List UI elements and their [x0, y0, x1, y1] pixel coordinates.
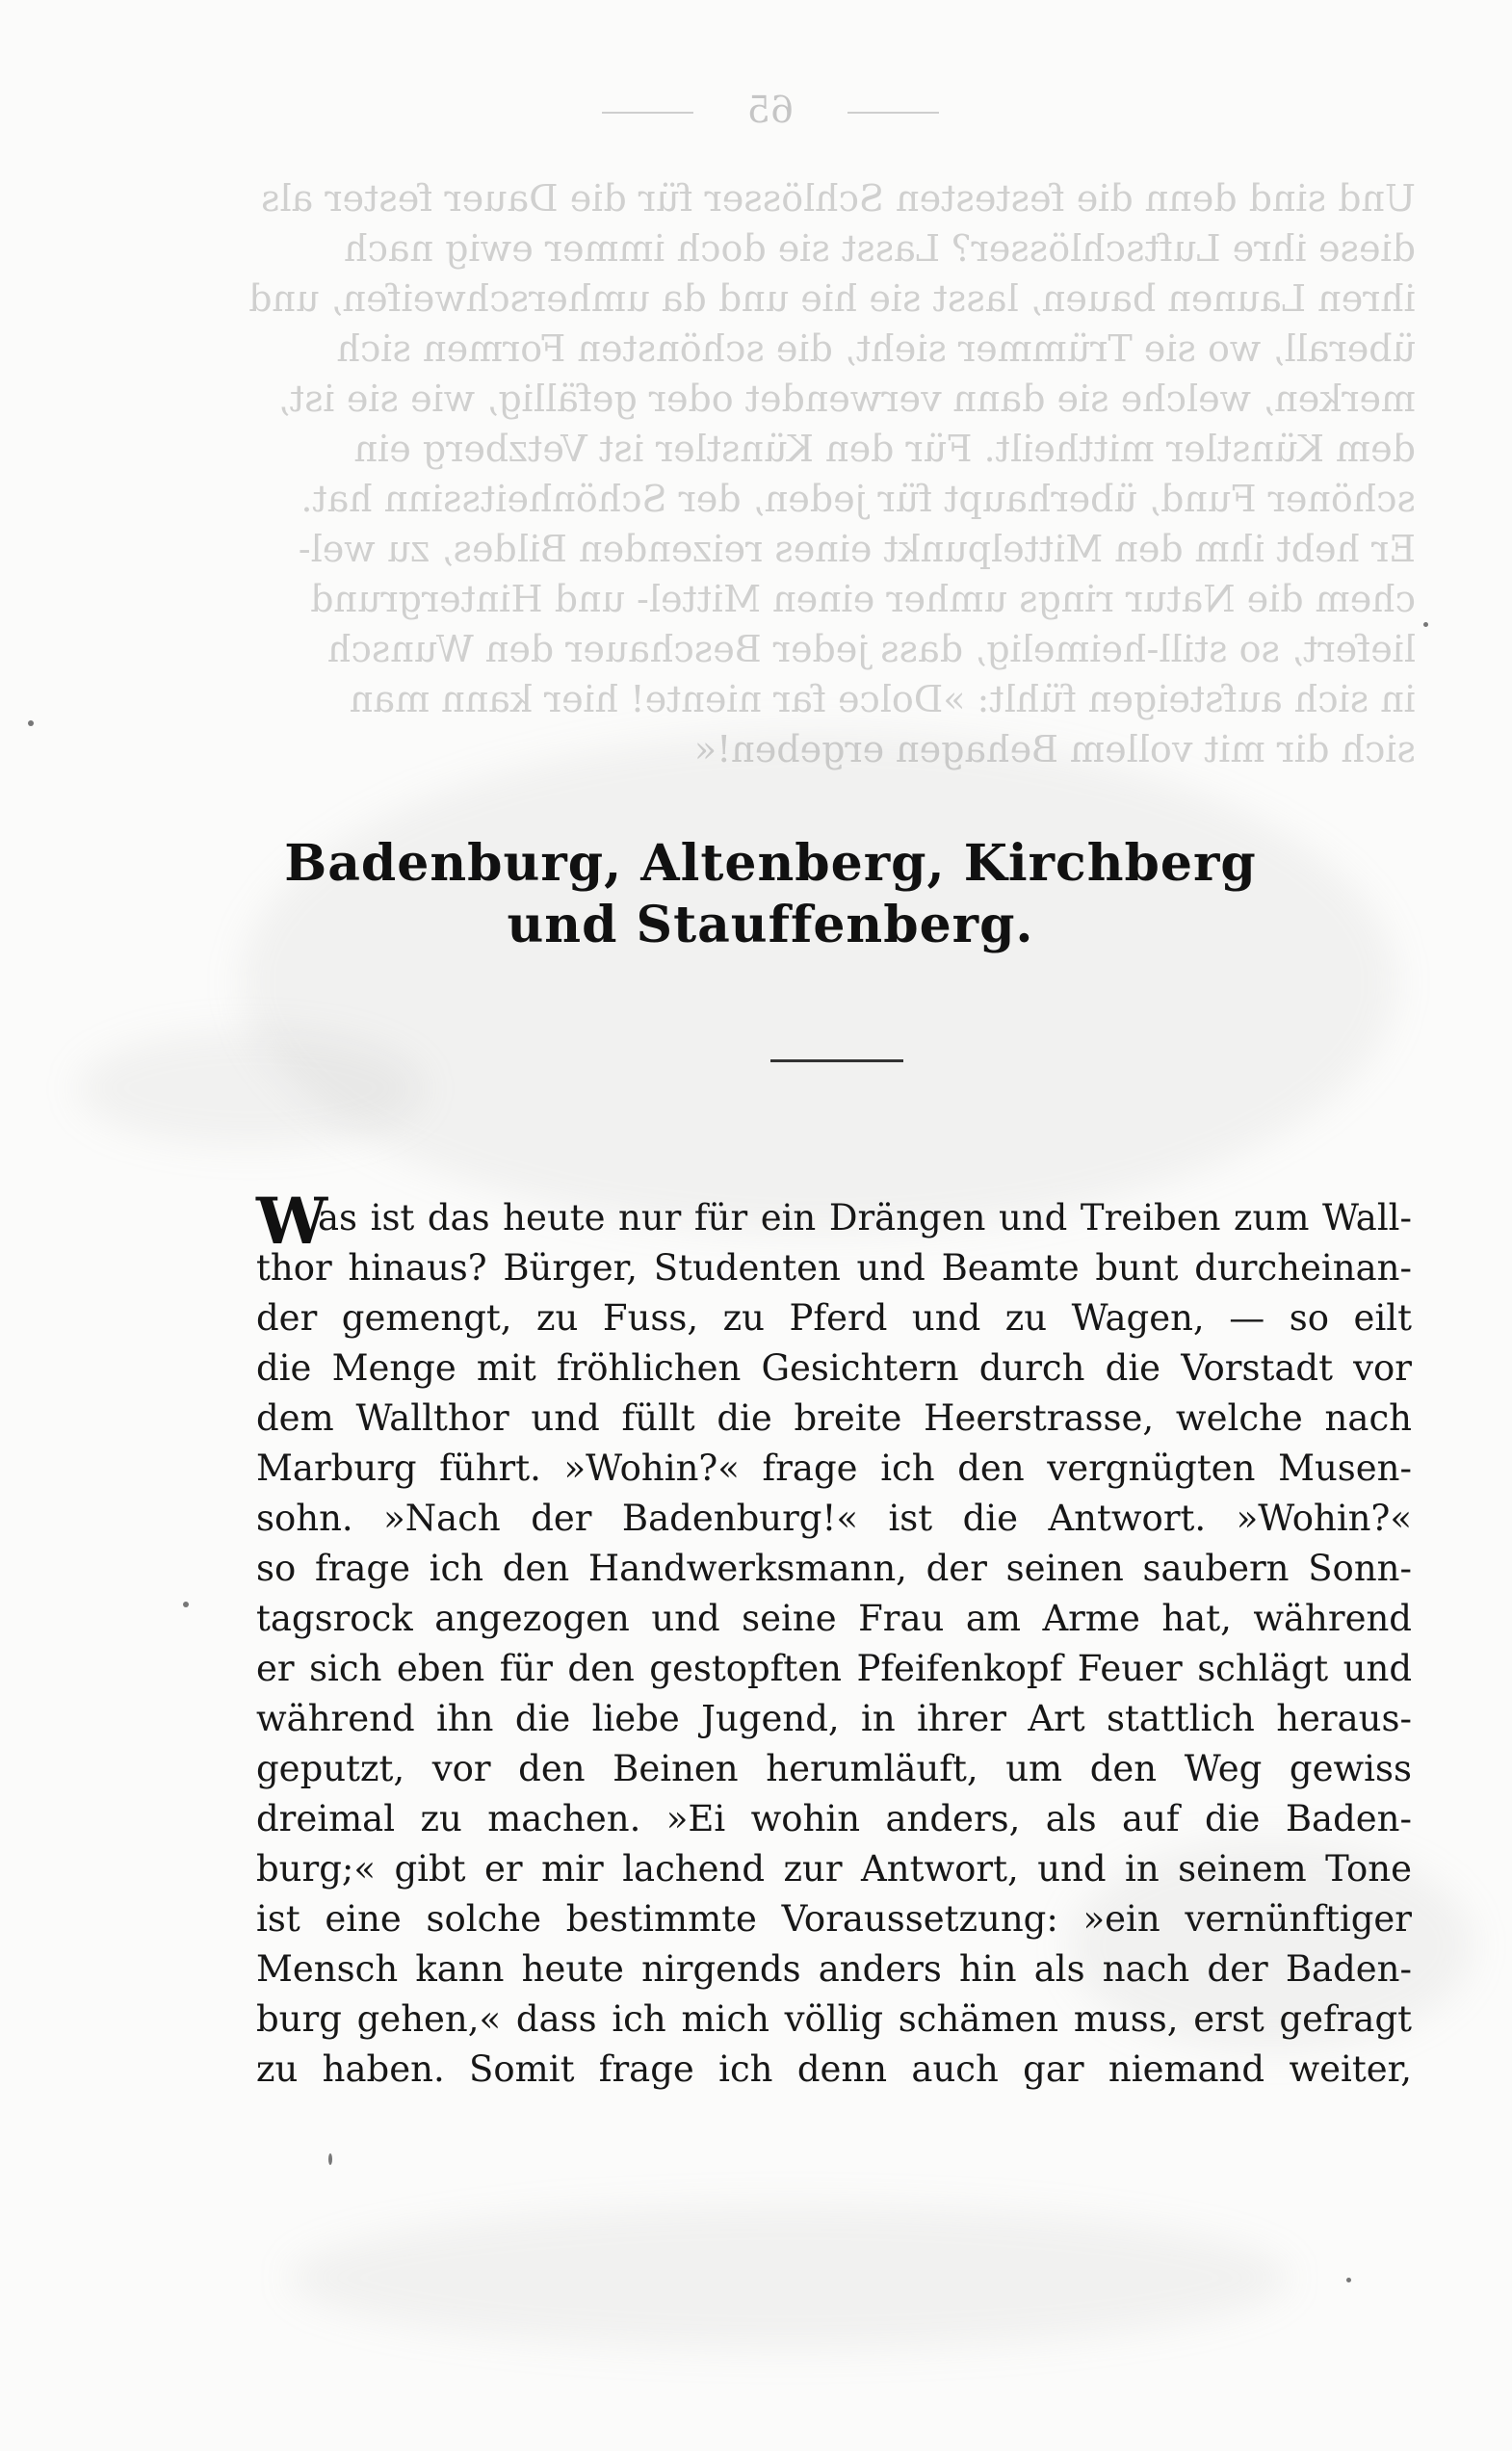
paragraph-line-6: Marburg führt. »Wohin?« frage ich den vergnügten Musen-: [256, 1447, 1412, 1489]
paragraph-line-5: dem Wallthor und füllt die breite Heerstrasse, welche nach: [256, 1397, 1412, 1439]
paragraph-line-17: burg gehen,« dass ich mich völlig schämen muss, erst gefragt: [256, 1998, 1412, 2040]
chapter-heading: [193, 833, 1348, 956]
paragraph-line-14: burg;« gibt er mir lachend zur Antwort, und in seinem Tone: [256, 1848, 1412, 1890]
paragraph-line-4: die Menge mit fröhlichen Gesichtern durch die Vorstadt vor: [256, 1347, 1412, 1389]
paragraph-line-9: tagsrock angezogen und seine Frau am Arme hat, während: [256, 1598, 1412, 1639]
paper-speck: [28, 720, 34, 726]
bleedthrough-line: Er hebt ihm den Mittelpunkt eines reizenden Bildes, zu wel-: [298, 528, 1416, 570]
bleedthrough-line: ihren Launen bauen, lasst sie hie und da umherschweifen, und: [248, 277, 1416, 320]
body-paragraph: [256, 1184, 1412, 2096]
paper-speck: [328, 2153, 332, 2165]
section-rule: [770, 1059, 903, 1062]
paragraph-line-2: thor hinaus? Bürger, Studenten und Beamte bunt durcheinan-: [256, 1247, 1412, 1289]
bleedthrough-line: sich dir mit vollem Behagen ergeben!«: [693, 728, 1416, 770]
paragraph-line-8: so frage ich den Handwerksmann, der seinen saubern Sonn-: [256, 1548, 1412, 1589]
paragraph-line-7: sohn. »Nach der Badenburg!« ist die Antwort. »Wohin?«: [256, 1498, 1412, 1539]
bleedthrough-text: [241, 173, 1416, 774]
paper-speck: [183, 1602, 189, 1607]
paragraph-line-16: Mensch kann heute nirgends anders hin als nach der Baden-: [256, 1948, 1412, 1990]
bleedthrough-line: chem die Natur rings umher einen Mittel- und Hintergrund: [310, 578, 1416, 620]
bleedthrough-line: schöner Fund, überhaupt für jeden, der Schönheitssinn hat.: [300, 478, 1416, 520]
bleedthrough-line: liefert, so still-heimelig, dass jeder Beschauer den Wunsch: [327, 628, 1416, 670]
paragraph-line-3: der gemengt, zu Fuss, zu Pferd und zu Wagen, — so eilt: [256, 1297, 1412, 1339]
paragraph-line-10: er sich eben für den gestopften Pfeifenkopf Feuer schlägt und: [256, 1648, 1412, 1689]
bleedthrough-line: diese ihre Luftschlösser? Lasst sie doch immer ewig nach: [344, 227, 1416, 270]
bleedthrough-line: in sich aufsteigen fühlt: »Dolce far niente! hier kann man: [350, 678, 1416, 720]
bleedthrough-line: überall, wo sie Trümmer sieht, die schönsten Formen sich: [336, 327, 1416, 370]
paper-stain: [289, 2205, 1290, 2350]
paper-speck: [1423, 622, 1428, 627]
chapter-heading-line-1: Badenburg, Altenberg, Kirchberg: [284, 834, 1257, 893]
paragraph-line-1: as ist das heute nur für ein Drängen und Treiben zum Wall-: [318, 1197, 1412, 1239]
chapter-heading-line-2: und Stauffenberg.: [507, 896, 1034, 954]
drop-cap-initial: W: [256, 1184, 328, 1259]
paragraph-line-15: ist eine solche bestimmte Voraussetzung: »ein vernünftiger: [256, 1898, 1412, 1940]
paragraph-line-13: dreimal zu machen. »Ei wohin anders, als auf die Baden-: [256, 1798, 1412, 1839]
paper-speck: [1346, 2278, 1351, 2282]
paper-stain: [77, 1030, 424, 1146]
bleedthrough-line: Und sind denn die festesten Schlösser für die Dauer fester als: [260, 177, 1416, 220]
paragraph-line-11: während ihn die liebe Jugend, in ihrer Art stattlich heraus-: [256, 1698, 1412, 1739]
bleedthrough-page-number: 65: [708, 89, 833, 131]
bleedthrough-line: dem Künstler mittheilt. Für den Künstler ist Vetzberg ein: [353, 428, 1416, 470]
bleedthrough-line: merken, welche sie dann verwendet oder gefällig, wie sie ist,: [277, 378, 1416, 420]
paper-stain: [241, 732, 1396, 1233]
paragraph-line-12: geputzt, vor den Beinen herumläuft, um den Weg gewiss: [256, 1748, 1412, 1789]
paragraph-line-18: zu haben. Somit frage ich denn auch gar niemand weiter,: [256, 2048, 1412, 2090]
